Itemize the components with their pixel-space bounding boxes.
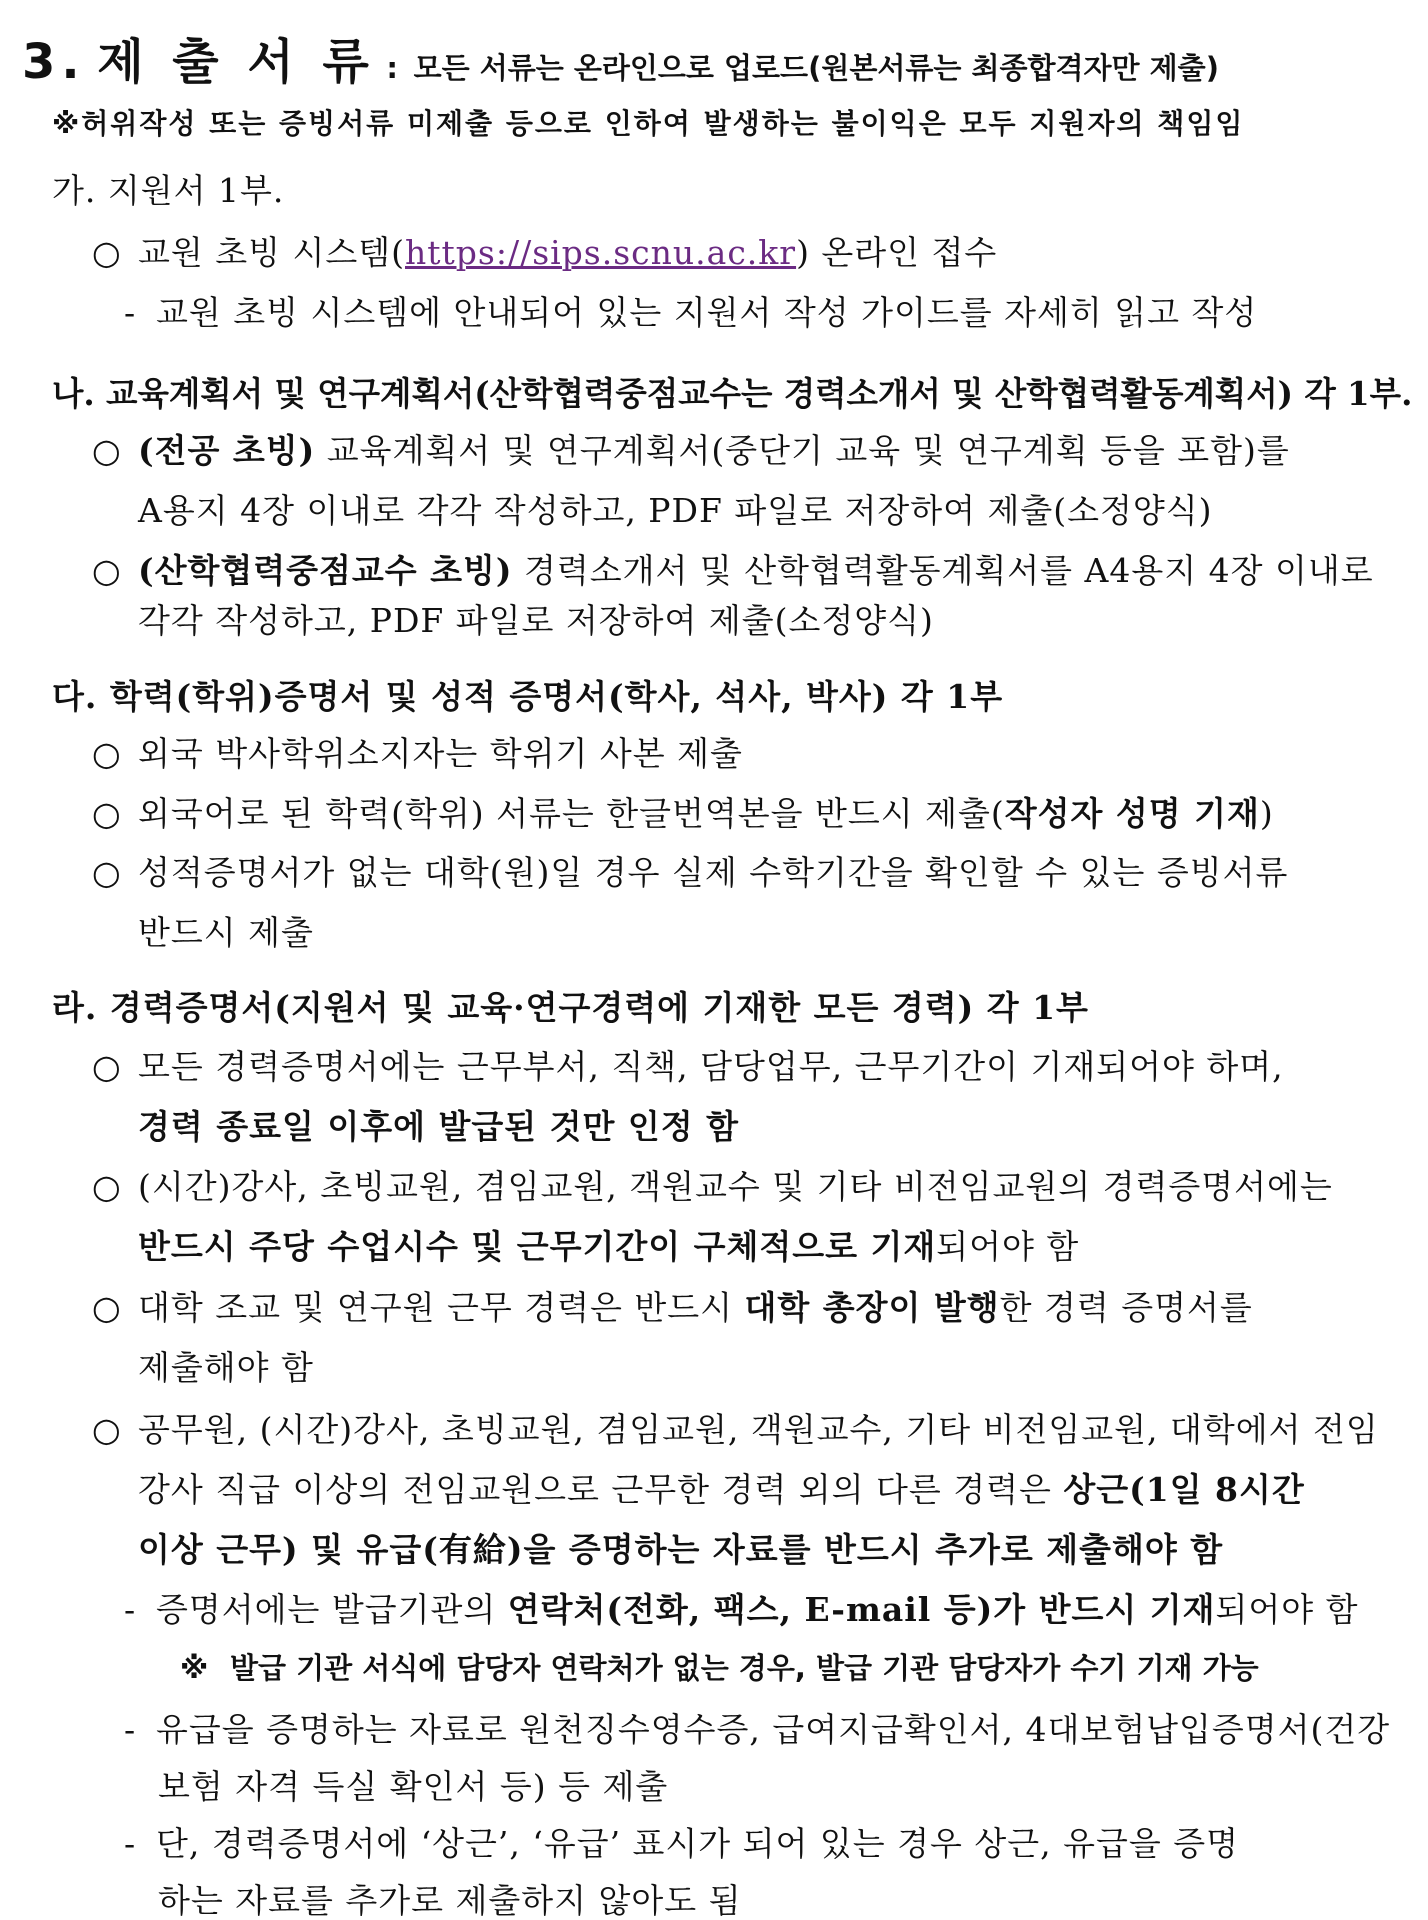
section-da-item-3-cont: 반드시 제출	[138, 913, 314, 952]
circle-bullet-icon: ○	[92, 1167, 122, 1206]
heading-colon: :	[386, 51, 399, 85]
circle-bullet-icon: ○	[92, 1410, 122, 1449]
section-title: 제 출 서 류	[97, 34, 375, 90]
section-da-title: 다. 학력(학위)증명서 및 성적 증명서(학사, 석사, 박사) 각 1부	[52, 677, 1004, 716]
section-na-title: 나. 교육계획서 및 연구계획서(산학협력중점교수는 경력소개서 및 산학협력활동계획서) 각 1부.	[52, 374, 1413, 413]
heading-subtitle: 모든 서류는 온라인으로 업로드(원본서류는 최종합격자만 제출)	[413, 51, 1219, 85]
reference-mark-icon: ※	[180, 1651, 209, 1685]
circle-bullet-icon: ○	[92, 853, 122, 892]
section-ra-title: 라. 경력증명서(지원서 및 교육·연구경력에 기재한 모든 경력) 각 1부	[52, 988, 1089, 1027]
section-ga-sub-1: - 교원 초빙 시스템에 안내되어 있는 지원서 작성 가이드를 자세히 읽고 작성	[124, 293, 1258, 332]
recruitment-system-link[interactable]: https://sips.scnu.ac.kr	[405, 233, 797, 272]
dash-bullet-icon: -	[124, 1710, 137, 1749]
section-da-item-1: ○ 외국 박사학위소지자는 학위기 사본 제출	[92, 734, 743, 773]
section-ra-sub-2-cont: 보험 자격 득실 확인서 등) 등 제출	[158, 1767, 669, 1806]
section-da-item-2: ○ 외국어로 된 학력(학위) 서류는 한글번역본을 반드시 제출(작성자 성명 기재)	[92, 794, 1274, 833]
section-ra-item-3-cont: 제출해야 함	[138, 1348, 314, 1387]
section-ra-sub-2: - 유급을 증명하는 자료로 원천징수영수증, 급여지급확인서, 4대보험납입증명서(건강	[124, 1710, 1391, 1749]
section-ra-item-1: ○ 모든 경력증명서에는 근무부서, 직책, 담당업무, 근무기간이 기재되어야 하며,	[92, 1047, 1284, 1086]
section-ra-item-2: ○ (시간)강사, 초빙교원, 겸임교원, 객원교수 및 기타 비전임교원의 경력증명서에는	[92, 1167, 1333, 1206]
circle-bullet-icon: ○	[92, 431, 122, 470]
circle-bullet-icon: ○	[92, 1047, 122, 1086]
section-ra-item-2-cont: 반드시 주당 수업시수 및 근무기간이 구체적으로 기재되어야 함	[138, 1227, 1080, 1266]
section-ra-item-1-cont: 경력 종료일 이후에 발급된 것만 인정 함	[138, 1107, 739, 1146]
section-na-item-2: ○ (산학협력중점교수 초빙) 경력소개서 및 산학협력활동계획서를 A4용지 4장 이내로	[92, 551, 1374, 590]
section-da-item-3: ○ 성적증명서가 없는 대학(원)일 경우 실제 수학기간을 확인할 수 있는 증빙서류	[92, 853, 1289, 892]
section-ra-sub-1: - 증명서에는 발급기관의 연락처(전화, 팩스, E-mail 등)가 반드시 기재되어야 함	[124, 1590, 1359, 1629]
disclaimer-note: ※허위작성 또는 증빙서류 미제출 등으로 인하여 발생하는 불이익은 모두 지원자의 책임임	[52, 107, 1245, 140]
circle-bullet-icon: ○	[92, 1288, 122, 1327]
dash-bullet-icon: -	[124, 293, 137, 332]
section-ra-sub-3: - 단, 경력증명서에 ‘상근’, ‘유급’ 표시가 되어 있는 경우 상근, 유급을 증명	[124, 1824, 1240, 1863]
circle-bullet-icon: ○	[92, 734, 122, 773]
section-ga-title: 가. 지원서 1부.	[52, 171, 285, 210]
circle-bullet-icon: ○	[92, 233, 122, 272]
section-na-item-1-cont: A용지 4장 이내로 각각 작성하고, PDF 파일로 저장하여 제출(소정양식)	[138, 491, 1213, 530]
section-ra-item-4: ○ 공무원, (시간)강사, 초빙교원, 겸임교원, 객원교수, 기타 비전임교원, 대학에서 전임	[92, 1410, 1379, 1449]
section-na-item-2-cont: 각각 작성하고, PDF 파일로 저장하여 제출(소정양식)	[138, 601, 934, 640]
section-ra-item-3: ○ 대학 조교 및 연구원 근무 경력은 반드시 대학 총장이 발행한 경력 증명서를	[92, 1288, 1253, 1327]
section-number: 3.	[22, 34, 86, 90]
section-ra-item-4-cont-2: 이상 근무) 및 유급(有給)을 증명하는 자료를 반드시 추가로 제출해야 함	[138, 1530, 1224, 1569]
section-ra-sub-3-cont: 하는 자료를 추가로 제출하지 않아도 됨	[158, 1881, 742, 1920]
section-heading	[22, 34, 1219, 90]
dash-bullet-icon: -	[124, 1590, 137, 1629]
circle-bullet-icon: ○	[92, 794, 122, 833]
section-ra-item-4-cont-1: 강사 직급 이상의 전임교원으로 근무한 경력 외의 다른 경력은 상근(1일 8시간	[138, 1470, 1305, 1509]
section-na-item-1: ○ (전공 초빙) 교육계획서 및 연구계획서(중단기 교육 및 연구계획 등을 포함)를	[92, 431, 1290, 470]
circle-bullet-icon: ○	[92, 551, 122, 590]
section-ga-item-1: ○ 교원 초빙 시스템(https://sips.scnu.ac.kr) 온라인 접수	[92, 233, 998, 272]
dash-bullet-icon: -	[124, 1824, 137, 1863]
section-ra-sub-1-note: ※ 발급 기관 서식에 담당자 연락처가 없는 경우, 발급 기관 담당자가 수기 기재 가능	[180, 1651, 1259, 1685]
